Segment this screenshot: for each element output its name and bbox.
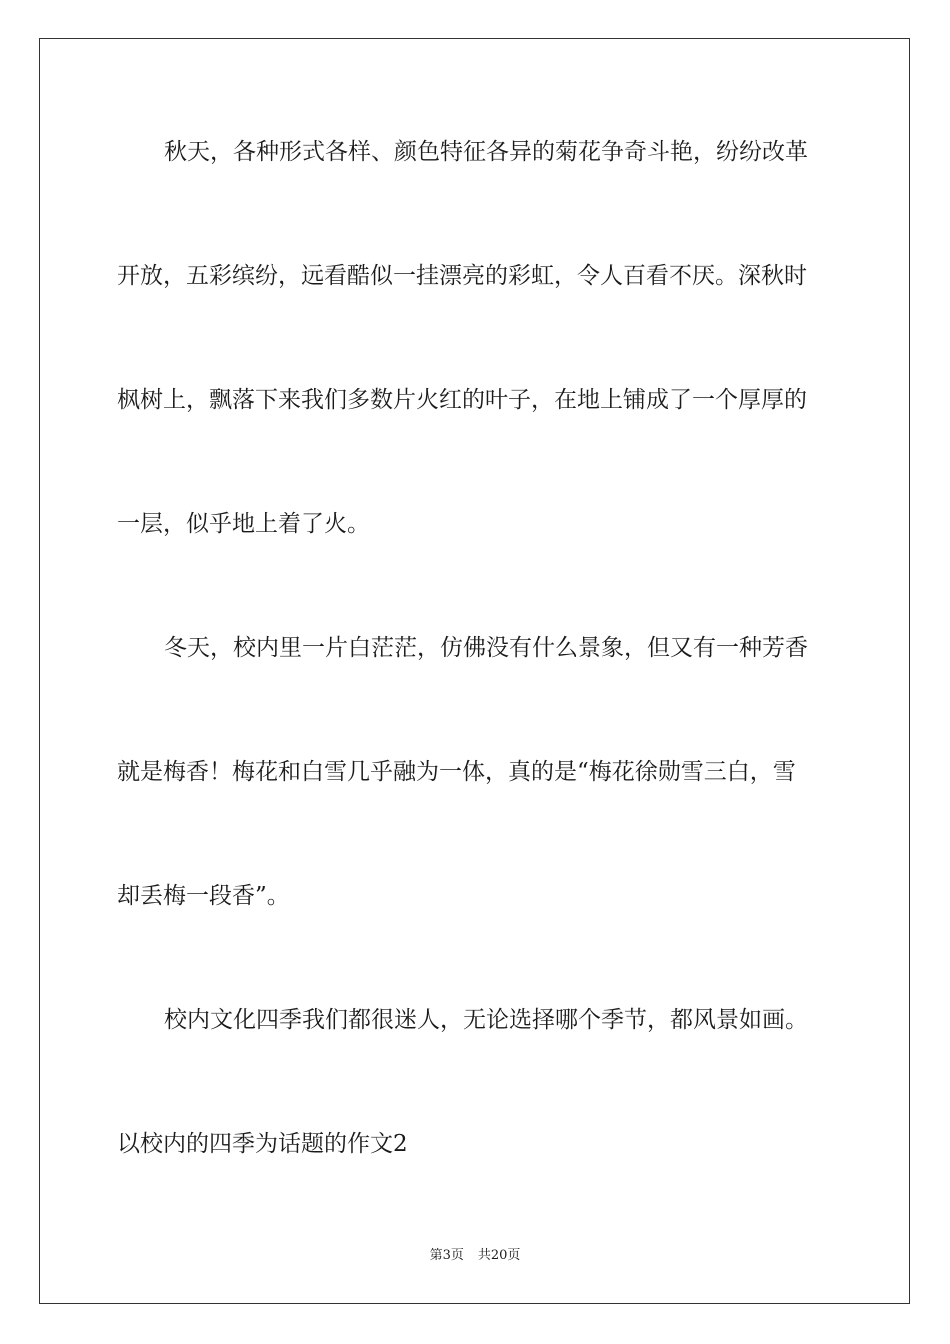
paragraph-autumn-line-1: 秋天，各种形式各样、颜色特征各异的菊花争奇斗艳，纷纷改革	[164, 139, 808, 165]
page-number: 第3页	[429, 1248, 464, 1263]
page-border	[39, 38, 910, 1304]
paragraph-autumn-line-4: 一层，似乎地上着了火。	[117, 511, 370, 537]
paragraph-winter-line-2: 就是梅香！梅花和白雪几乎融为一体，真的是“梅花徐勋雪三白，雪	[117, 759, 796, 785]
paragraph-winter-line-1: 冬天，校内里一片白茫茫，仿佛没有什么景象，但又有一种芳香	[164, 635, 808, 661]
paragraph-conclusion-line-1: 校内文化四季我们都很迷人，无论选择哪个季节，都风景如画。	[164, 1007, 808, 1033]
essay-heading: 以校内的四季为话题的作文2	[117, 1131, 408, 1157]
paragraph-autumn-line-2: 开放，五彩缤纷，远看酷似一挂漂亮的彩虹，令人百看不厌。深秋时	[117, 263, 807, 289]
page-total: 共20页	[477, 1248, 521, 1263]
paragraph-autumn-line-3: 枫树上，飘落下来我们多数片火红的叶子，在地上铺成了一个厚厚的	[117, 387, 807, 413]
paragraph-winter-line-3: 却丢梅一段香”。	[117, 883, 290, 909]
page-footer	[0, 1247, 950, 1265]
